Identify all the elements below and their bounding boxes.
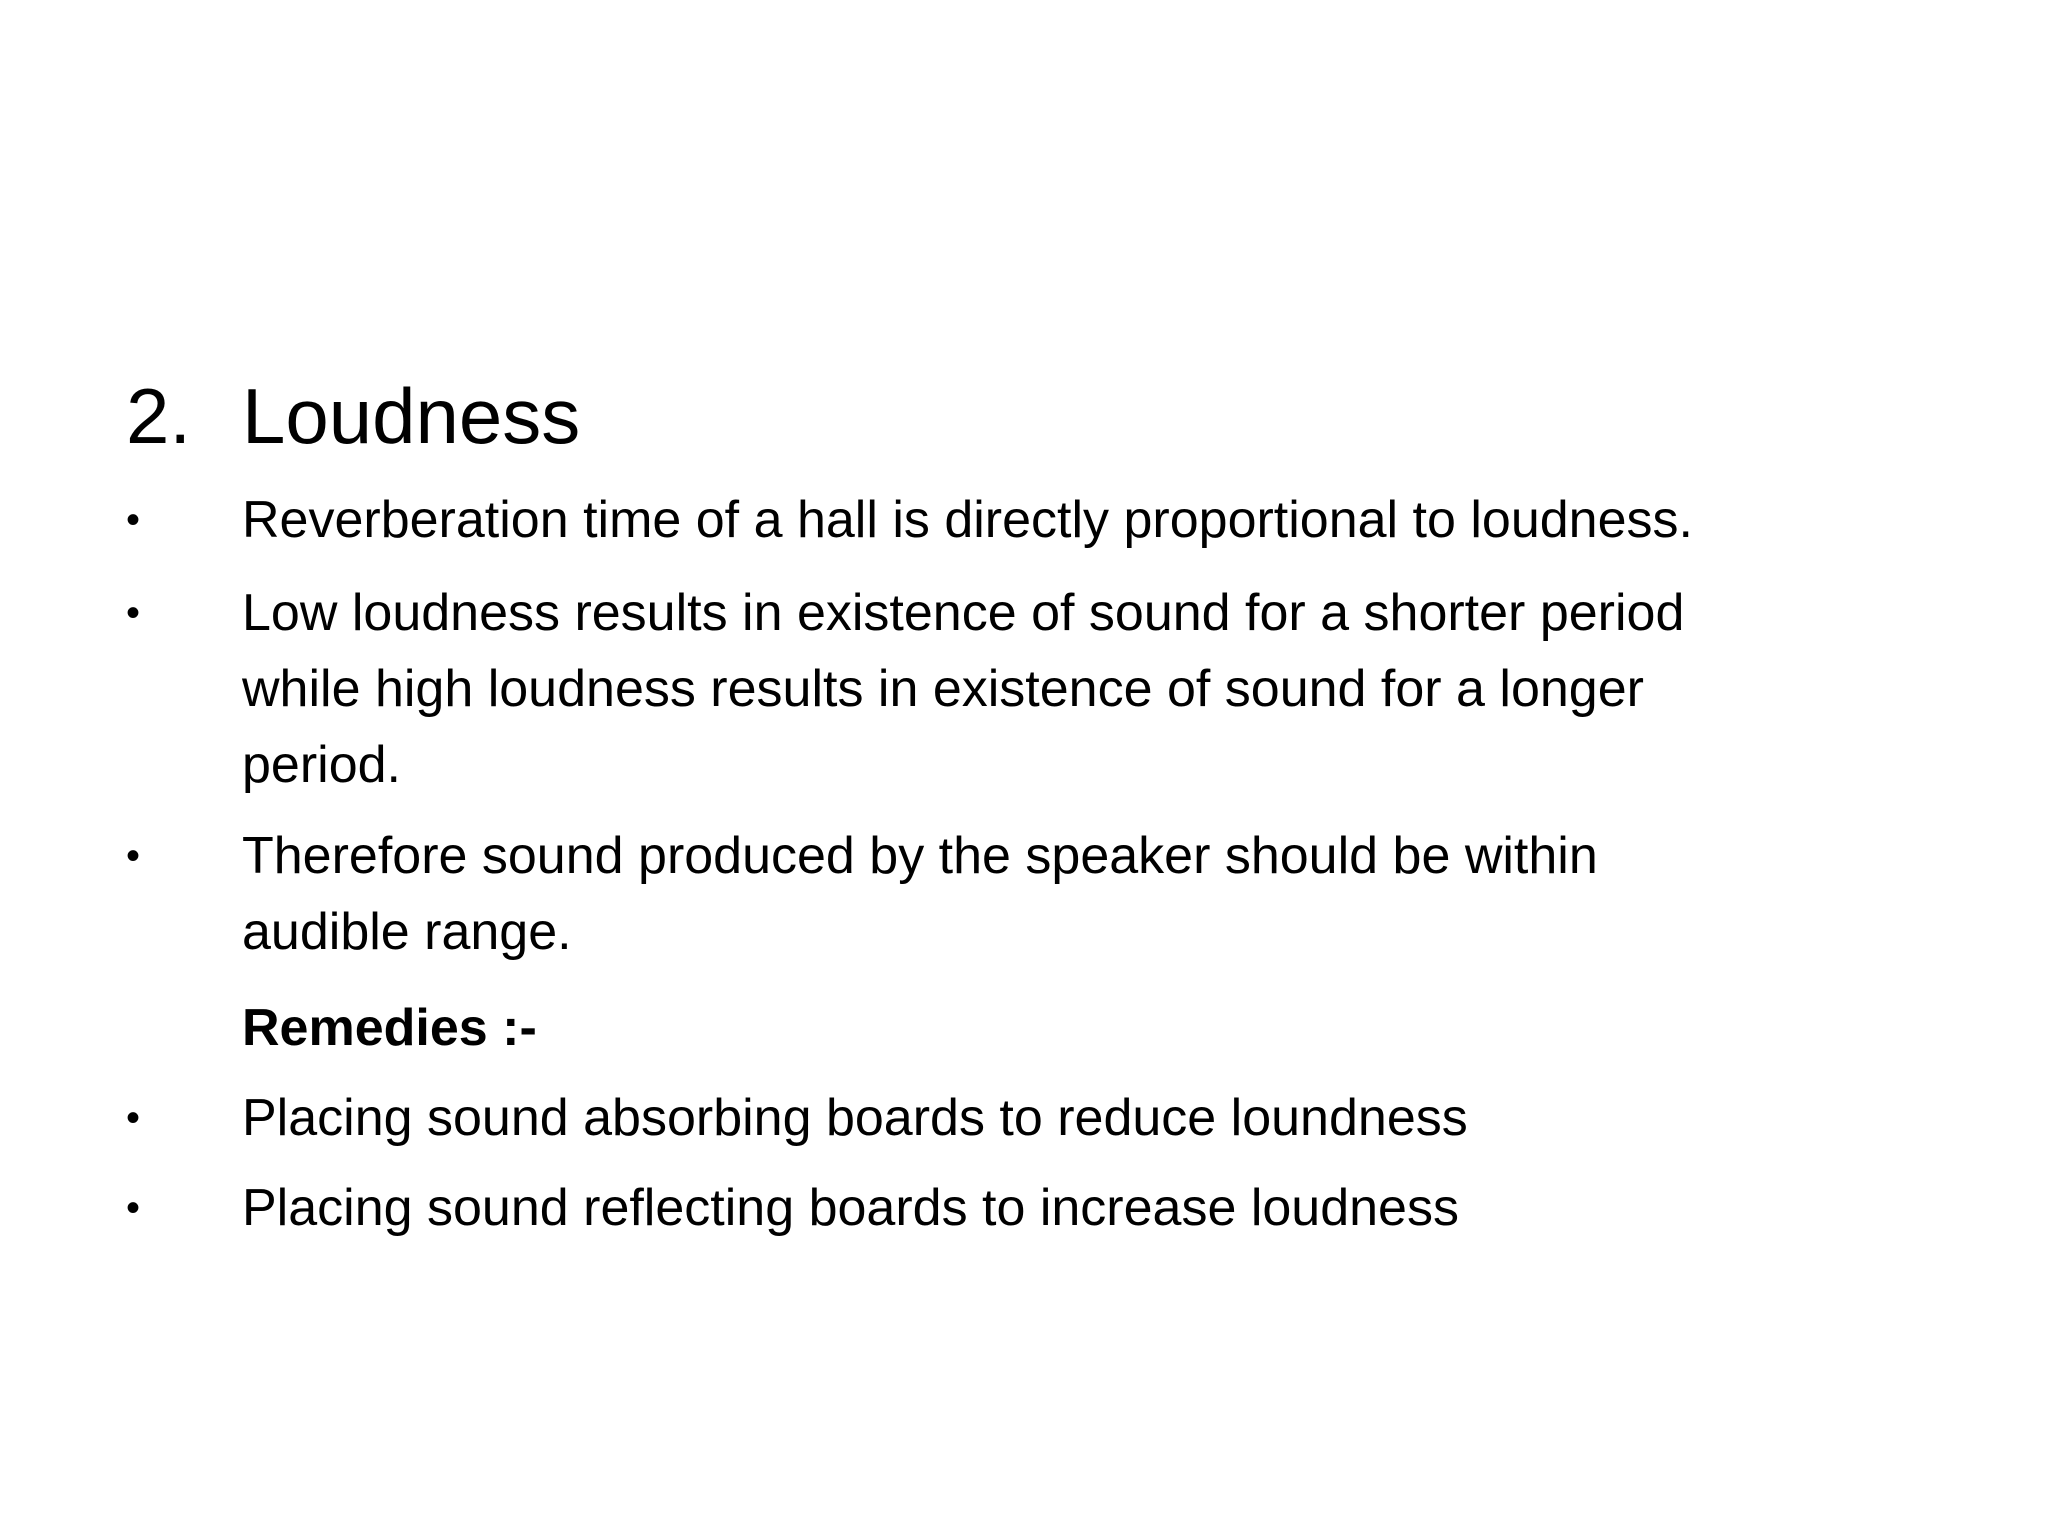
remedies-heading-row — [126, 990, 2006, 1066]
list-item-text: while high loudness results in existence of sound for a longer — [242, 660, 1644, 718]
bullet-icon: • — [126, 591, 141, 635]
list-item — [126, 1080, 2006, 1156]
bullet-icon: • — [126, 1186, 141, 1230]
bullet-icon: • — [126, 834, 141, 878]
list-item-text: Low loudness results in existence of sound for a shorter period — [242, 584, 1685, 642]
list-item-text: Placing sound absorbing boards to reduce loundness — [242, 1089, 1468, 1147]
list-item-text: Therefore sound produced by the speaker should be within — [242, 827, 1598, 885]
list-item-text: Reverberation time of a hall is directly proportional to loudness. — [242, 491, 1693, 549]
remedies-heading: Remedies :- — [242, 999, 537, 1057]
heading-number: 2. — [126, 372, 192, 460]
list-item-text: audible range. — [242, 903, 572, 961]
bullet-icon: • — [126, 498, 141, 542]
list-item — [126, 482, 2006, 558]
slide-heading — [126, 366, 580, 466]
list-item — [126, 1170, 2006, 1246]
list-item — [126, 818, 2006, 970]
list-item — [126, 575, 2006, 803]
list-item-text: period. — [242, 736, 401, 794]
list-item-text: Placing sound reflecting boards to increase loudness — [242, 1179, 1459, 1237]
bullet-icon: • — [126, 1096, 141, 1140]
heading-title: Loudness — [242, 372, 581, 460]
